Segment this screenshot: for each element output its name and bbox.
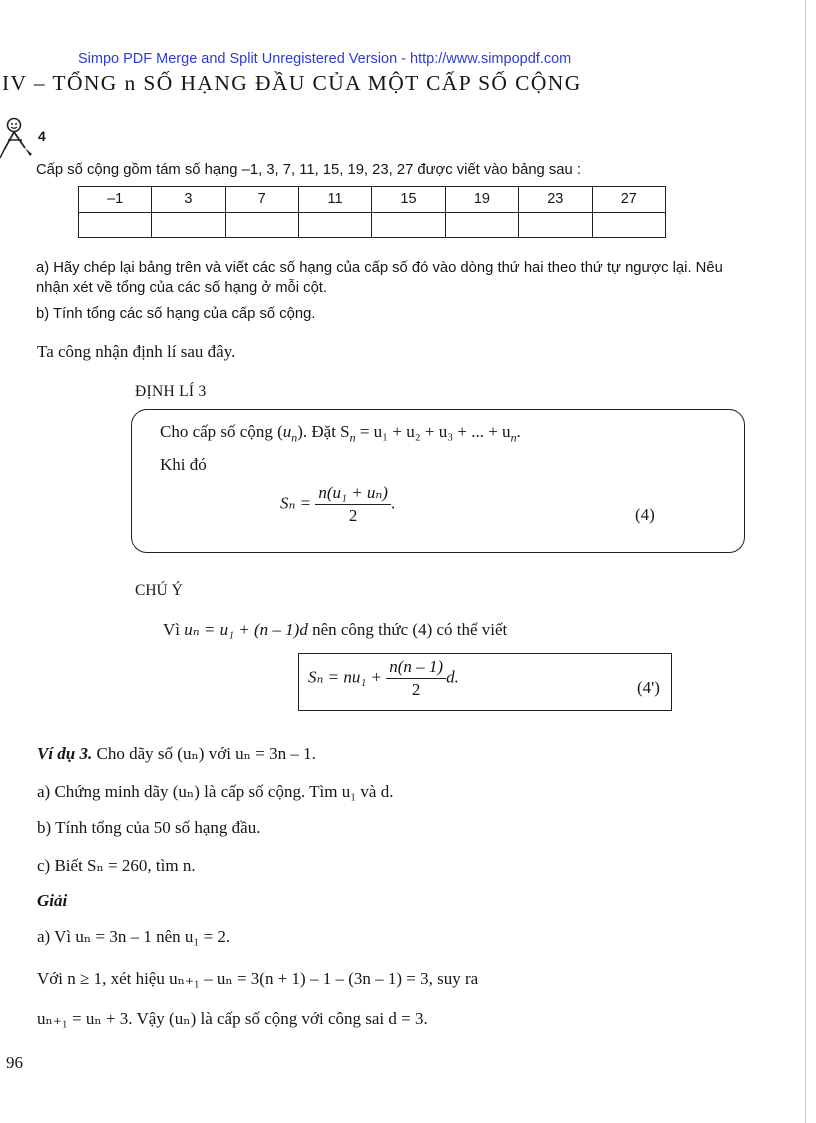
- equation-number-4prime: (4'): [637, 678, 660, 697]
- table-cell: –1: [79, 187, 152, 213]
- note-text-formula: uₙ = u₁ + (n – 1)d: [184, 620, 308, 639]
- question-a: a) Hãy chép lại bảng trên và viết các số hạng của cấp số đó vào dòng thứ hai theo thứ tự ngược lại. Nêu nhận xét về tổng của các số hạng ở mỗi cột.: [36, 260, 723, 296]
- theorem-line1-text: Cho cấp số cộng (: [160, 422, 283, 441]
- equation-number-4: (4): [635, 505, 655, 524]
- table-cell: 19: [445, 187, 518, 213]
- watermark-link[interactable]: Simpo PDF Merge and Split Unregistered Version - http://www.simpopdf.com: [78, 51, 572, 67]
- formula-4prime-tail: d.: [446, 667, 459, 687]
- formula-4prime-fraction: [386, 657, 446, 700]
- table-cell-empty: [372, 212, 445, 238]
- solution-line3: uₙ₊₁ = uₙ + 3. Vậy (uₙ) là cấp số cộng với công sai d = 3.: [37, 1009, 428, 1028]
- question-b: b) Tính tổng các số hạng của cấp số cộng.: [36, 306, 316, 322]
- theorem-title: ĐỊNH LÍ 3: [135, 383, 207, 400]
- section-title: IV – TỔNG n SỐ HẠNG ĐẦU CỦA MỘT CẤP SỐ CỘNG: [2, 71, 582, 95]
- table-cell: 11: [298, 187, 371, 213]
- theorem-line2: Khi đó: [160, 455, 207, 474]
- example-part-a: a) Chứng minh dãy (uₙ) là cấp số cộng. Tìm u₁ và d.: [37, 782, 394, 801]
- note-text-prefix: Vì: [163, 620, 185, 639]
- theorem-line1: Cho cấp số cộng $(u_n)$. Đặt $S_n = u_1 + u_2 + u_3$ + ... + $u_n$.: [160, 422, 521, 445]
- table-cell: 27: [592, 187, 665, 213]
- note-text-suffix: nên công thức (4) có thể viết: [307, 620, 508, 639]
- table-row: [79, 212, 666, 238]
- theorem-line1-text-2: ). Đặt S: [297, 422, 350, 441]
- solution-line2: Với n ≥ 1, xét hiệu uₙ₊₁ – uₙ = 3(n + 1) – 1 – (3n – 1) = 3, suy ra: [37, 969, 479, 988]
- table-cell: 23: [519, 187, 592, 213]
- table-cell: 15: [372, 187, 445, 213]
- table-cell-empty: [79, 212, 152, 238]
- formula-4prime: [308, 657, 459, 700]
- table-cell-empty: [298, 212, 371, 238]
- solution-label: Giải: [37, 891, 68, 910]
- accept-text: Ta công nhận định lí sau đây.: [37, 342, 236, 361]
- activity-pencil-icon: [0, 112, 40, 164]
- sequence-table: [78, 186, 666, 238]
- theorem-formula: Sₙ = $\frac{\text{n(u₁ + uₙ)}}{2}$ .: [280, 483, 396, 525]
- example-part-c: c) Biết Sₙ = 260, tìm n.: [37, 856, 196, 875]
- table-cell-empty: [445, 212, 518, 238]
- formula-4prime-lhs: Sₙ = nu₁ +: [308, 667, 382, 687]
- note-title: CHÚ Ý: [135, 582, 183, 599]
- activity-intro: Cấp số cộng gồm tám số hạng –1, 3, 7, 11, 15, 19, 23, 27 được viết vào bảng sau :: [36, 162, 581, 178]
- note-text: [163, 620, 507, 640]
- table-row: [79, 187, 666, 213]
- table-cell-empty: [225, 212, 298, 238]
- example-label: Ví dụ 3.: [37, 744, 93, 763]
- solution-line1: a) Vì uₙ = 3n – 1 nên u₁ = 2.: [37, 927, 231, 946]
- example-part-b: b) Tính tổng của 50 số hạng đầu.: [37, 818, 261, 837]
- fraction-denominator: 2: [411, 680, 421, 699]
- table-cell-empty: [592, 212, 665, 238]
- activity-number: 4: [38, 128, 46, 144]
- formula-lhs: Sₙ =: [280, 493, 312, 513]
- fraction-numerator: n(u₁ + uₙ): [315, 483, 391, 505]
- table-cell-empty: [152, 212, 225, 238]
- table-cell-empty: [519, 212, 592, 238]
- table-cell: 3: [152, 187, 225, 213]
- page-edge-line: [805, 0, 806, 1123]
- example-statement: Cho dãy số (uₙ) với uₙ = 3n – 1.: [92, 744, 316, 763]
- page-number: 96: [6, 1053, 23, 1072]
- example-title: [37, 744, 316, 764]
- formula-fraction: [315, 483, 391, 526]
- fraction-numerator: n(n – 1): [386, 657, 446, 679]
- fraction-denominator: 2: [348, 506, 358, 525]
- table-cell: 7: [225, 187, 298, 213]
- theorem-line1-eq: = u₁ + u₂ + u₃ + ... + u: [355, 422, 511, 441]
